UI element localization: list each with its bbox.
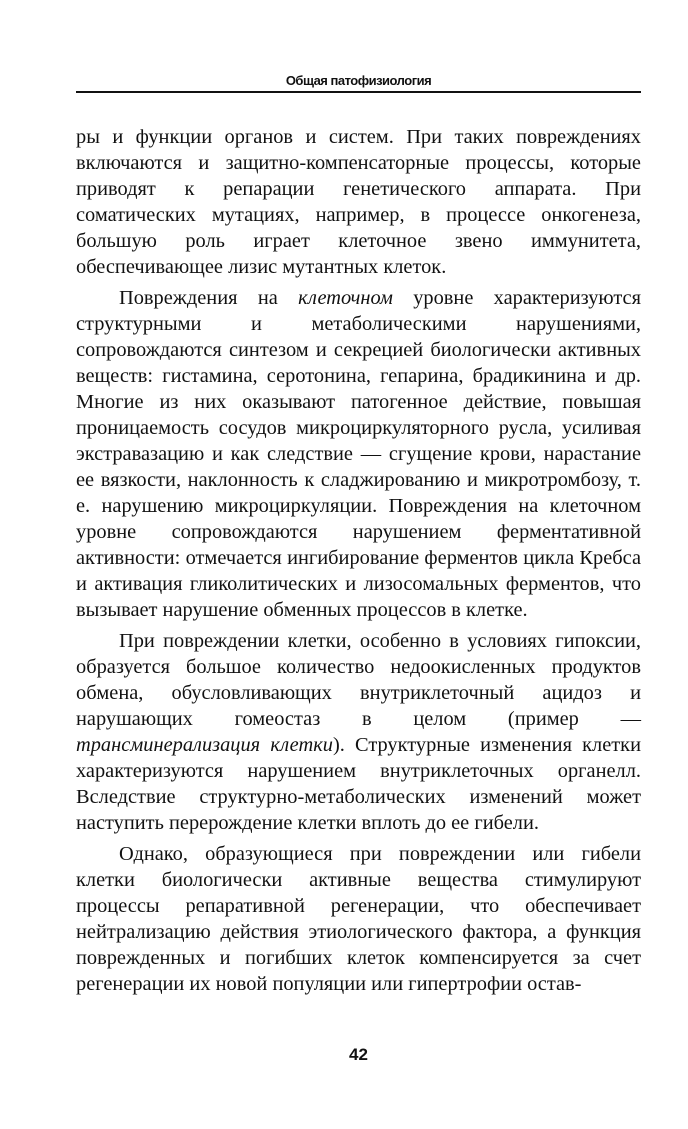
paragraph-3-start: При повреждении клетки, особенно в условиях гипоксии, образуется большое количество недоокисленных продуктов обмена, обусловливающих внутриклеточный ацидоз и нарушающих гомеостаз в целом (пример — xyxy=(76,630,641,730)
paragraph-1: ры и функции органов и систем. При таких повреждениях включаются и защитно-компенсаторные процессы, которые приводят к репарации генетического аппарата. При соматических мутациях, например, в процессе онкогенеза, большую роль играет клеточное звено иммунитета, обеспечивающее лизис мутантных клеток. xyxy=(76,126,641,278)
running-head: Общая патофизиология xyxy=(285,73,432,88)
paragraph-3-rest: ). Структурные изменения клетки характеризуются нарушением внутриклеточных органелл. Вследствие структурно-метаболических изменений может наступить перерождение клетки вплоть до ее гибели. xyxy=(76,734,641,834)
emphasis-cellular: клеточном xyxy=(298,287,393,309)
page-number: 42 xyxy=(349,1045,368,1064)
body-text xyxy=(76,124,641,997)
header-rule xyxy=(76,91,641,93)
paragraph-2 xyxy=(76,285,641,623)
emphasis-transmineralization: трансминерализация клетки xyxy=(76,734,333,756)
paragraph-2-start: Повреждения на xyxy=(119,287,299,309)
paragraph-2-rest: уровне характеризуются структурными и метаболическими нарушениями, сопровождаются синтезом и секрецией биологически активных веществ: гистамина, серотонина, гепарина, брадикинина и др. Многие из них оказывают патогенное действие, повышая проницаемость сосудов микроциркуляторного русла, усиливая экстравазацию и как следствие — сгущение крови, нарастание ее вязкости, наклонность к сладжированию и микротромбозу, т. е. нарушению микроциркуляции. Повреждения на клеточном уровне сопровождаются нарушением ферментативной активности: отмечается ингибирование ферментов цикла Кребса и активация гликолитических и лизосомальных ферментов, что вызывает нарушение обменных процессов в клетке. xyxy=(76,287,641,621)
paragraph-3 xyxy=(76,628,641,836)
paragraph-4: Однако, образующиеся при повреждении или гибели клетки биологически активные вещества стимулируют процессы репаративной регенерации, что обеспечивает нейтрализацию действия этиологического фактора, а функция поврежденных и погибших клеток компенсируется за счет регенерации их новой популяции или гипертрофии остав- xyxy=(76,843,641,995)
